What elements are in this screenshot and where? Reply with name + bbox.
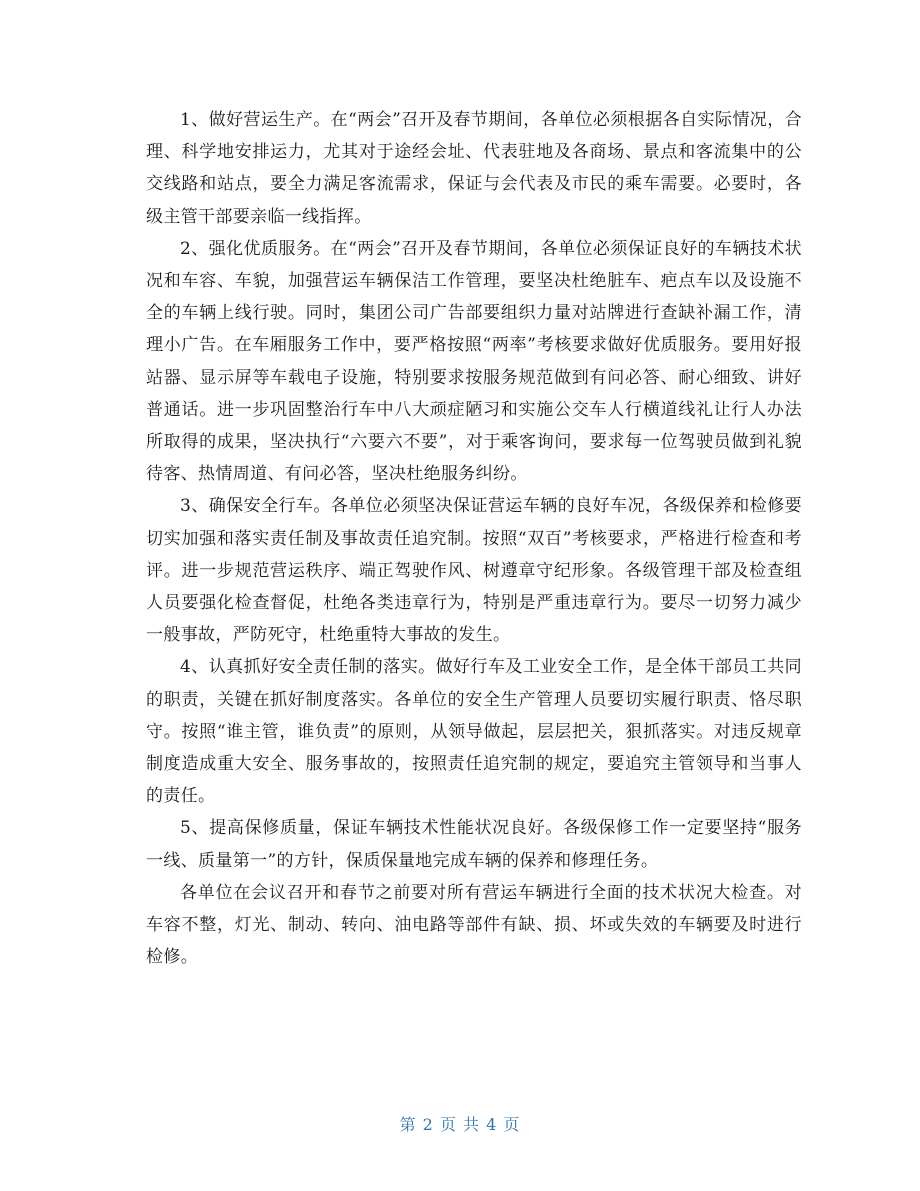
paragraph-responsibility: 4、认真抓好安全责任制的落实。做好行车及工业安全工作，是全体干部员工共同的职责，关键在抓好制度落实。各单位的安全生产管理人员要切实履行职责、恪尽职守。按照“谁主管，谁负责”的原则，从领导做起，层层把关，狠抓落实。对违反规章制度造成重大安全、服务事故的，按照责任追究制的规定，要追究主管领导和当事人的责任。 <box>146 657 802 807</box>
document-body <box>146 104 802 973</box>
page-number-label: 第 2 页 共 4 页 <box>399 1115 521 1134</box>
paragraph-safety: 3、确保安全行车。各单位必须坚决保证营运车辆的良好车况，各级保养和检修要切实加强和落实责任制及事故责任追究制。按照“双百”考核要求，严格进行检查和考评。进一步规范营运秩序、端正驾驶作风、树遵章守纪形象。各级管理干部及检查组人员要强化检查督促，杜绝各类违章行为，特别是严重违章行为。要尽一切努力减少一般事故，严防死守，杜绝重特大事故的发生。 <box>146 496 802 646</box>
paragraph-operations: 1、做好营运生产。在“两会”召开及春节期间，各单位必须根据各自实际情况，合理、科学地安排运力，尤其对于途经会址、代表驻地及各商场、景点和客流集中的公交线路和站点，要全力满足客流需求，保证与会代表及市民的乘车需要。必要时，各级主管干部要亲临一线指挥。 <box>146 110 802 227</box>
paragraph-inspection: 各单位在会议召开和春节之前要对所有营运车辆进行全面的技术状况大检查。对车容不整，灯光、制动、转向、油电路等部件有缺、损、坏或失效的车辆要及时进行检修。 <box>146 882 802 968</box>
paragraph-maintenance: 5、提高保修质量，保证车辆技术性能状况良好。各级保修工作一定要坚持“服务一线、质量第一”的方针，保质保量地完成车辆的保养和修理任务。 <box>146 818 802 871</box>
paragraph-service: 2、强化优质服务。在“两会”召开及春节期间，各单位必须保证良好的车辆技术状况和车容、车貌，加强营运车辆保洁工作管理，要坚决杜绝脏车、疤点车以及设施不全的车辆上线行驶。同时，集团公司广告部要组织力量对站牌进行查缺补漏工作，清理小广告。在车厢服务工作中，要严格按照“两率”考核要求做好优质服务。要用好报站器、显示屏等车载电子设施，特别要求按服务规范做到有问必答、耐心细致、讲好普通话。进一步巩固整治行车中八大顽症陋习和实施公交车人行横道线礼让行人办法所取得的成果，坚决执行“六要六不要”，对于乘客询问，要求每一位驾驶员做到礼貌待客、热情周道、有问必答，坚决杜绝服务纠纷。 <box>146 238 802 485</box>
page-footer <box>0 1112 920 1135</box>
